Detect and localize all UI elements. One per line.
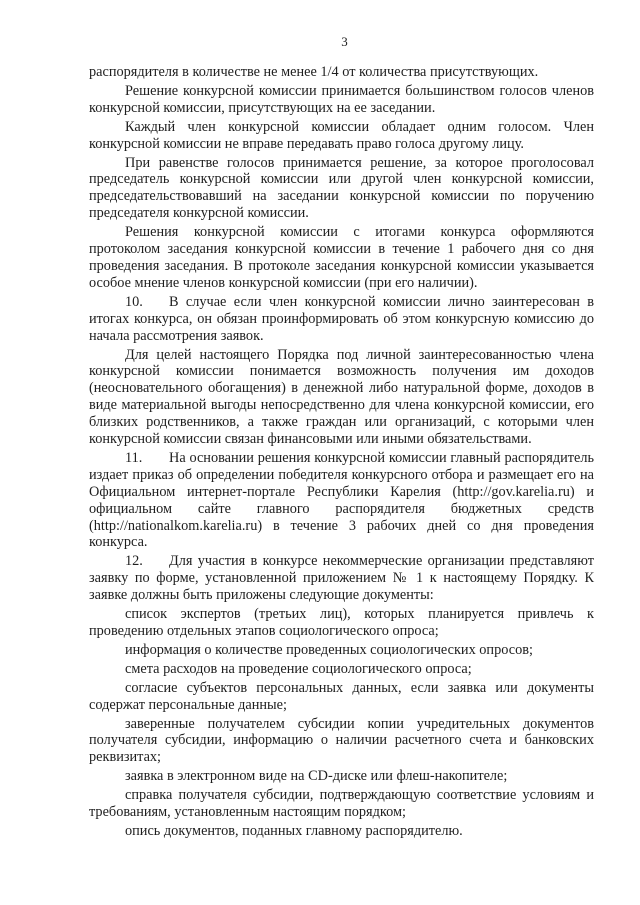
paragraph: При равенстве голосов принимается решение, за которое проголосовал председатель конкурсной комиссии или другой член конкурсной комиссии, председательствовавший на заседании конкурсной комиссии по поручению председателя конкурсной комиссии. [89, 154, 594, 222]
document-list-item: смета расходов на проведение социологического опроса; [125, 660, 472, 677]
document-list-item: информация о количестве проведенных социологических опросов; [125, 641, 533, 658]
clause-text: На основании решения конкурсной комиссии главный распорядитель издает приказ об определении победителя конкурсного отбора и размещает его на Официальном интернет-портале Республики Карелия (http://gov.karelia.ru) и официальном сайте главного распорядителя бюджетных средств (http://nationalkom.karelia.ru) в течение 3 рабочих дней со дня проведения конкурса. [89, 449, 594, 551]
clause-text: В случае если член конкурсной комиссии лично заинтересован в итогах конкурса, он обязан проинформировать об этом конкурсную комиссию до начала рассмотрения заявок. [89, 293, 594, 344]
document-list-item: опись документов, поданных главному распорядителю. [125, 822, 463, 839]
paragraph: Решения конкурсной комиссии с итогами конкурса оформляются протоколом заседания конкурсной комиссии в течение 1 рабочего дня со дня проведения заседания. В протоколе заседания конкурсной комиссии указывается особое мнение членов конкурсной комиссии (при его наличии). [89, 224, 594, 291]
document-body [89, 64, 594, 840]
clause-number: 11. [125, 449, 143, 466]
document-list-item: заявка в электронном виде на CD-диске или флеш-накопителе; [125, 768, 508, 785]
paragraph: Решение конкурсной комиссии принимается большинством голосов членов конкурсной комиссии, присутствующих на ее заседании. [89, 82, 594, 116]
document-list-item: заверенные получателем субсидии копии учредительных документов получателя субсидии, информацию о наличии расчетного счета и банковских реквизитах; [89, 715, 594, 766]
paragraph: Каждый член конкурсной комиссии обладает одним голосом. Член конкурсной комиссии не вправе передавать право голоса другому лицу. [89, 118, 594, 152]
document-list-item: справка получателя субсидии, подтверждающую соответствие условиям и требованиям, установленным настоящим порядком; [89, 787, 594, 821]
clause-text: Для участия в конкурсе некоммерческие организации представляют заявку по форме, установленной приложением № 1 к настоящему Порядку. К заявке должны быть приложены следующие документы: [89, 553, 594, 604]
document-list-item: согласие субъектов персональных данных, если заявка или документы содержат персональные данные; [89, 679, 594, 713]
numbered-clause [89, 553, 594, 604]
numbered-clause [89, 450, 594, 551]
clause-number: 12. [125, 553, 143, 570]
paragraph-continuation: распорядителя в количестве не менее 1/4 от количества присутствующих. [89, 64, 539, 80]
numbered-clause [89, 294, 594, 345]
paragraph: Для целей настоящего Порядка под личной заинтересованностью члена конкурсной комиссии понимается возможность получения им доходов (неосновательного обогащения) в денежной либо натуральной форме, доходов в виде материальной выгоды непосредственно для члена конкурсной комиссии, его близких родственников, а также граждан или организаций, с которыми член конкурсной комиссии связан финансовыми или иными обязательствами. [89, 346, 594, 448]
page-number: 3 [341, 34, 348, 49]
document-list-item: список экспертов (третьих лиц), которых планируется привлечь к проведению отдельных этапов социологического опроса; [89, 606, 594, 639]
clause-number: 10. [125, 293, 143, 310]
